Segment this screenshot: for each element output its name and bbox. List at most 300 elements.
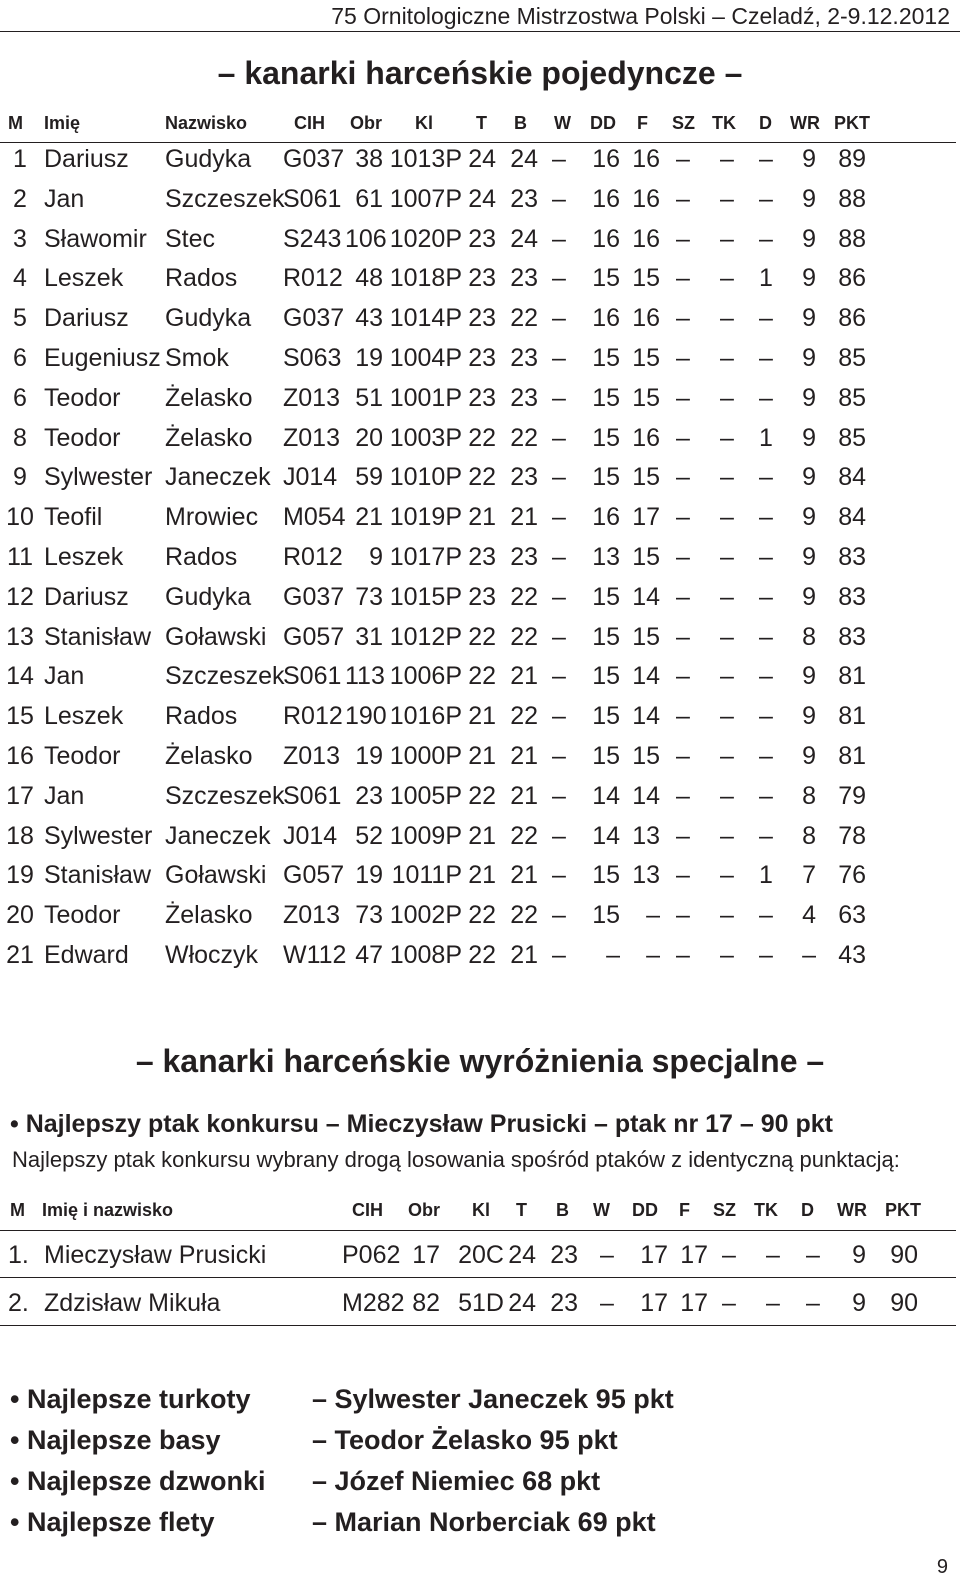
table-cell: 15 — [592, 383, 620, 412]
table-cell: 15 — [592, 423, 620, 452]
table-cell: 23 — [510, 344, 538, 372]
table-cell: 17 — [412, 1241, 440, 1269]
table-row — [0, 384, 960, 424]
table-cell: 9 — [802, 344, 816, 372]
table-cell: – — [676, 344, 690, 372]
table-row — [0, 702, 960, 742]
table-cell: 24 — [468, 184, 496, 213]
table-cell: 16 — [592, 224, 620, 253]
best-bird-description: Najlepszy ptak konkursu wybrany drogą losowania spośród ptaków z identyczną punktacją: — [12, 1147, 900, 1172]
results-col-header: W — [554, 113, 571, 133]
table-cell: 23 — [468, 304, 496, 333]
header-rule — [0, 142, 956, 143]
table-cell: 14 — [592, 781, 620, 810]
table-cell: – — [676, 702, 690, 731]
table-row — [0, 623, 960, 663]
results-col-header: T — [476, 113, 487, 133]
section2-title: – kanarki harceńskie wyróżnienia specjalne – — [135, 1043, 825, 1079]
table-row — [0, 662, 960, 702]
table-cell: Rados — [165, 702, 238, 731]
table-cell: 6 — [13, 383, 27, 412]
table-cell: 9 — [802, 423, 816, 452]
table-cell: 84 — [838, 503, 866, 532]
table-cell: P062 — [342, 1241, 401, 1269]
table-cell: 19 — [6, 861, 34, 890]
table-cell: W112 — [283, 941, 347, 969]
table-cell: – — [720, 901, 734, 930]
table-cell: 86 — [838, 264, 866, 293]
table-cell: 9 — [802, 582, 816, 611]
table-cell: S063 — [283, 344, 342, 372]
special-col-header: W — [593, 1200, 610, 1220]
table-cell: 85 — [838, 383, 866, 412]
table-cell: 22 — [510, 622, 538, 651]
table-cell: – — [759, 145, 773, 173]
table-cell: Z013 — [283, 901, 340, 930]
table-cell: 2 — [13, 184, 27, 213]
table-cell: – — [766, 1289, 780, 1317]
results-col-header: Obr — [350, 113, 383, 133]
table-cell: 1012P — [389, 622, 462, 651]
table-cell: 1 — [13, 145, 27, 173]
table-cell: G037 — [283, 145, 345, 173]
table-cell: – — [759, 662, 773, 691]
results-col-header: M — [8, 113, 23, 133]
table-cell: 61 — [355, 184, 383, 213]
table-cell: 21 — [510, 861, 538, 890]
table-cell: Leszek — [44, 543, 124, 571]
table-cell: Edward — [44, 941, 129, 969]
table-cell: 1000P — [389, 742, 462, 770]
table-cell: – — [646, 901, 660, 930]
table-cell: G037 — [283, 582, 345, 611]
table-cell: 9 — [802, 383, 816, 412]
table-cell: 22 — [468, 901, 496, 930]
award-winner: – Józef Niemiec 68 pkt — [312, 1466, 601, 1496]
table-cell: 1002P — [389, 901, 462, 930]
table-cell: 19 — [355, 344, 383, 372]
table-cell: Stanisław — [44, 622, 151, 651]
table-cell: – — [552, 304, 566, 333]
row-divider — [0, 1325, 956, 1326]
table-cell: 19 — [355, 742, 383, 770]
results-col-header: SZ — [672, 113, 696, 133]
table-cell: 1008P — [389, 941, 462, 969]
header-rule — [0, 1230, 956, 1231]
table-cell: 9 — [802, 304, 816, 333]
special-col-header: CIH — [352, 1200, 383, 1220]
table-cell: 14 — [592, 821, 620, 850]
table-cell: 1016P — [389, 702, 462, 731]
table-cell: – — [600, 1241, 614, 1269]
award-label: • Najlepsze basy — [10, 1425, 221, 1455]
table-cell: Żelasko — [165, 901, 253, 930]
table-cell: 1004P — [389, 344, 462, 372]
table-cell: 17 — [632, 503, 660, 532]
table-cell: 14 — [632, 662, 660, 691]
table-cell: 15 — [592, 344, 620, 372]
table-cell: – — [759, 543, 773, 571]
table-row — [0, 861, 960, 901]
table-cell: 15 — [592, 662, 620, 691]
table-cell: 17 — [640, 1289, 668, 1317]
table-cell: 9 — [802, 543, 816, 571]
table-cell: S243 — [283, 224, 342, 253]
table-cell: Janeczek — [165, 821, 271, 850]
table-row — [0, 583, 960, 623]
award-winner: – Sylwester Janeczek 95 pkt — [312, 1384, 674, 1414]
table-cell: 18 — [6, 821, 34, 850]
table-cell: – — [676, 145, 690, 173]
results-col-header: B — [514, 113, 527, 133]
table-cell: 38 — [355, 145, 383, 173]
results-col-header: TK — [712, 113, 736, 133]
table-cell: M054 — [283, 503, 346, 532]
table-cell: 15 — [592, 861, 620, 890]
table-cell: 81 — [838, 662, 866, 691]
table-cell: – — [600, 1289, 614, 1317]
table-cell: 82 — [412, 1289, 440, 1317]
table-cell: 23 — [510, 264, 538, 293]
table-cell: 21 — [468, 702, 496, 731]
results-table-header — [0, 113, 960, 143]
table-cell: 9 — [369, 543, 383, 571]
table-cell: 43 — [355, 304, 383, 333]
table-cell: 1014P — [389, 304, 462, 333]
special-col-header: Obr — [408, 1200, 441, 1220]
table-cell: 9 — [852, 1241, 866, 1269]
table-cell: – — [676, 861, 690, 890]
table-cell: 8 — [802, 821, 816, 850]
award-item — [10, 1466, 950, 1504]
table-cell: Szczeszek — [165, 662, 285, 691]
table-cell: 4 — [13, 264, 27, 293]
results-col-header: PKT — [834, 113, 870, 133]
table-cell: Janeczek — [165, 463, 271, 492]
table-cell: 31 — [355, 622, 383, 651]
table-cell: – — [720, 821, 734, 850]
results-col-header: D — [759, 113, 772, 133]
table-cell: 90 — [890, 1289, 918, 1317]
results-col-header: CIH — [294, 113, 325, 133]
table-cell: Teodor — [44, 901, 121, 930]
table-cell: – — [766, 1241, 780, 1269]
table-cell: – — [720, 503, 734, 532]
table-cell: – — [806, 1241, 820, 1269]
table-cell: 24 — [510, 145, 538, 173]
table-cell: G057 — [283, 861, 345, 890]
table-cell: 16 — [592, 184, 620, 213]
row-divider — [0, 1277, 956, 1278]
results-col-header: Imię — [44, 113, 81, 133]
award-winner: – Marian Norberciak 69 pkt — [312, 1507, 656, 1537]
table-cell: 76 — [838, 861, 866, 890]
table-cell: 106 — [345, 224, 387, 253]
table-cell: – — [676, 423, 690, 452]
award-winner: – Teodor Żelasko 95 pkt — [312, 1425, 618, 1455]
page-number: 9 — [936, 1556, 948, 1578]
table-cell: 9 — [802, 662, 816, 691]
table-cell: 85 — [838, 423, 866, 452]
table-cell: 1019P — [389, 503, 462, 532]
table-cell: 1 — [759, 264, 773, 293]
table-cell: 1010P — [389, 463, 462, 492]
table-cell: 83 — [838, 582, 866, 611]
table-cell: – — [552, 423, 566, 452]
table-cell: 13 — [632, 861, 660, 890]
table-cell: 17 — [6, 781, 34, 810]
table-cell: 9 — [802, 264, 816, 293]
table-cell: 15 — [592, 702, 620, 731]
table-cell: 14 — [632, 702, 660, 731]
results-col-header: WR — [790, 113, 820, 133]
table-cell: 17 — [640, 1241, 668, 1269]
table-cell: Dariusz — [44, 304, 129, 333]
table-cell: 1 — [759, 861, 773, 890]
table-cell: – — [720, 622, 734, 651]
table-cell: 2. — [8, 1289, 29, 1317]
table-cell: Włoczyk — [165, 941, 259, 969]
table-cell: – — [759, 821, 773, 850]
table-cell: – — [759, 503, 773, 532]
award-item — [10, 1384, 950, 1422]
table-cell: 9 — [802, 742, 816, 770]
table-cell: 90 — [890, 1241, 918, 1269]
table-cell: 16 — [592, 304, 620, 333]
table-cell: Teodor — [44, 423, 121, 452]
table-row — [0, 1281, 960, 1327]
table-cell: – — [720, 145, 734, 173]
table-cell: 15 — [592, 463, 620, 492]
special-col-header: D — [801, 1200, 814, 1220]
table-cell: R012 — [283, 543, 343, 571]
table-cell: – — [759, 344, 773, 372]
table-cell: 15 — [632, 622, 660, 651]
table-cell: 20 — [6, 901, 34, 930]
table-cell: – — [606, 941, 620, 969]
table-cell: – — [759, 781, 773, 810]
table-cell: – — [759, 622, 773, 651]
section1-title: – kanarki harceńskie pojedyncze – — [217, 55, 743, 91]
table-cell: – — [720, 224, 734, 253]
table-cell: – — [552, 264, 566, 293]
table-cell: 81 — [838, 742, 866, 770]
table-cell: Szczeszek — [165, 781, 285, 810]
table-cell: Leszek — [44, 702, 124, 731]
table-cell: J014 — [283, 821, 338, 850]
table-cell: – — [676, 463, 690, 492]
table-cell: – — [759, 383, 773, 412]
table-cell: 83 — [838, 543, 866, 571]
table-cell: 1001P — [389, 383, 462, 412]
award-label: • Najlepsze turkoty — [10, 1384, 251, 1414]
table-cell: – — [552, 622, 566, 651]
table-cell: Gudyka — [165, 304, 252, 333]
table-cell: 24 — [508, 1289, 536, 1317]
special-col-header: Imię i nazwisko — [42, 1200, 174, 1220]
table-cell: Smok — [165, 344, 229, 372]
table-cell: 23 — [468, 344, 496, 372]
table-cell: – — [720, 184, 734, 213]
table-cell: 22 — [510, 304, 538, 333]
table-cell: 1 — [759, 423, 773, 452]
table-cell: – — [552, 145, 566, 173]
table-cell: 9 — [802, 503, 816, 532]
table-cell: 23 — [468, 582, 496, 611]
table-cell: 1. — [8, 1241, 29, 1269]
table-cell: 23 — [550, 1241, 578, 1269]
table-cell: 20C — [458, 1241, 504, 1269]
table-cell: 79 — [838, 781, 866, 810]
table-cell: Z013 — [283, 742, 340, 770]
table-row — [0, 145, 960, 185]
table-cell: 51D — [458, 1289, 504, 1317]
table-cell: – — [552, 503, 566, 532]
table-cell: 15 — [632, 264, 660, 293]
table-cell: G037 — [283, 304, 345, 333]
table-cell: – — [720, 662, 734, 691]
table-cell: – — [676, 901, 690, 930]
special-col-header: TK — [754, 1200, 778, 1220]
table-cell: – — [552, 662, 566, 691]
table-cell: 23 — [468, 543, 496, 571]
table-cell: 1017P — [389, 543, 462, 571]
table-cell: 22 — [510, 423, 538, 452]
table-cell: 22 — [510, 582, 538, 611]
table-cell: 23 — [355, 781, 383, 810]
table-cell: – — [646, 941, 660, 969]
table-cell: 15 — [592, 742, 620, 770]
table-cell: 22 — [510, 702, 538, 731]
table-cell: 23 — [510, 543, 538, 571]
table-cell: 23 — [510, 383, 538, 412]
table-row — [0, 782, 960, 822]
table-cell: – — [676, 821, 690, 850]
table-cell: 14 — [632, 582, 660, 611]
table-cell: 15 — [592, 622, 620, 651]
table-cell: Żelasko — [165, 742, 253, 770]
award-label: • Najlepsze dzwonki — [10, 1466, 266, 1496]
special-col-header: B — [556, 1200, 569, 1220]
table-cell: – — [552, 702, 566, 731]
table-cell: – — [552, 463, 566, 492]
table-cell: 22 — [468, 781, 496, 810]
table-cell: 52 — [355, 821, 383, 850]
table-cell: 16 — [632, 145, 660, 173]
table-cell: 84 — [838, 463, 866, 492]
table-cell: Gudyka — [165, 582, 252, 611]
special-table-header — [0, 1200, 960, 1230]
table-cell: Jan — [44, 662, 85, 691]
table-cell: 1006P — [389, 662, 462, 691]
table-cell: – — [720, 742, 734, 770]
table-cell: 9 — [802, 702, 816, 731]
table-cell: 8 — [13, 423, 27, 452]
table-cell: 21 — [468, 861, 496, 890]
table-cell: – — [552, 224, 566, 253]
table-cell: 16 — [632, 304, 660, 333]
table-cell: – — [552, 781, 566, 810]
table-cell: 21 — [510, 781, 538, 810]
page-header — [0, 0, 960, 33]
table-row — [0, 822, 960, 862]
table-row — [0, 264, 960, 304]
table-cell: 43 — [838, 941, 866, 969]
table-cell: 21 — [510, 503, 538, 532]
table-cell: 88 — [838, 184, 866, 213]
table-cell: 14 — [632, 781, 660, 810]
table-cell: 6 — [13, 344, 27, 372]
table-cell: G057 — [283, 622, 345, 651]
table-cell: 15 — [632, 463, 660, 492]
table-cell: 9 — [852, 1289, 866, 1317]
results-col-header: DD — [590, 113, 616, 133]
table-row — [0, 225, 960, 265]
table-cell: 21 — [510, 941, 538, 969]
table-cell: 13 — [632, 821, 660, 850]
table-cell: – — [676, 941, 690, 969]
table-cell: 113 — [345, 662, 385, 691]
table-cell: 15 — [632, 742, 660, 770]
table-cell: 9 — [802, 224, 816, 253]
table-cell: – — [676, 224, 690, 253]
table-cell: 17 — [680, 1289, 708, 1317]
table-cell: J014 — [283, 463, 338, 492]
table-cell: 1009P — [389, 821, 462, 850]
table-cell: – — [552, 184, 566, 213]
table-cell: 23 — [468, 224, 496, 253]
table-cell: 13 — [6, 622, 34, 651]
table-cell: – — [552, 742, 566, 770]
table-cell: – — [720, 543, 734, 571]
table-cell: Jan — [44, 781, 85, 810]
table-cell: S061 — [283, 184, 342, 213]
special-col-header: SZ — [713, 1200, 737, 1220]
table-row — [0, 941, 960, 981]
table-cell: – — [676, 582, 690, 611]
table-cell: – — [720, 463, 734, 492]
table-cell: – — [720, 383, 734, 412]
special-col-header: PKT — [885, 1200, 921, 1220]
table-cell: 15 — [632, 543, 660, 571]
table-cell: – — [759, 224, 773, 253]
table-cell: Eugeniusz — [44, 344, 161, 372]
table-cell: 21 — [355, 503, 383, 532]
best-bird-line: • Najlepszy ptak konkursu – Mieczysław Prusicki – ptak nr 17 – 90 pkt — [10, 1110, 833, 1138]
table-cell: 22 — [468, 423, 496, 452]
award-item — [10, 1425, 950, 1463]
table-row — [0, 901, 960, 941]
table-cell: 23 — [468, 264, 496, 293]
table-cell: 23 — [550, 1289, 578, 1317]
table-cell: – — [806, 1289, 820, 1317]
table-cell: Szczeszek — [165, 184, 285, 213]
table-cell: 15 — [592, 901, 620, 930]
table-cell: Teofil — [44, 503, 103, 532]
table-cell: 83 — [838, 622, 866, 651]
table-row — [0, 424, 960, 464]
table-cell: 21 — [510, 662, 538, 691]
table-cell: 20 — [355, 423, 383, 452]
table-cell: 47 — [355, 941, 383, 969]
table-cell: Mrowiec — [165, 503, 259, 532]
table-cell: S061 — [283, 662, 342, 691]
table-cell: 22 — [510, 901, 538, 930]
special-col-header: T — [516, 1200, 527, 1220]
table-cell: – — [720, 861, 734, 890]
table-cell: – — [722, 1241, 736, 1269]
table-cell: – — [676, 622, 690, 651]
